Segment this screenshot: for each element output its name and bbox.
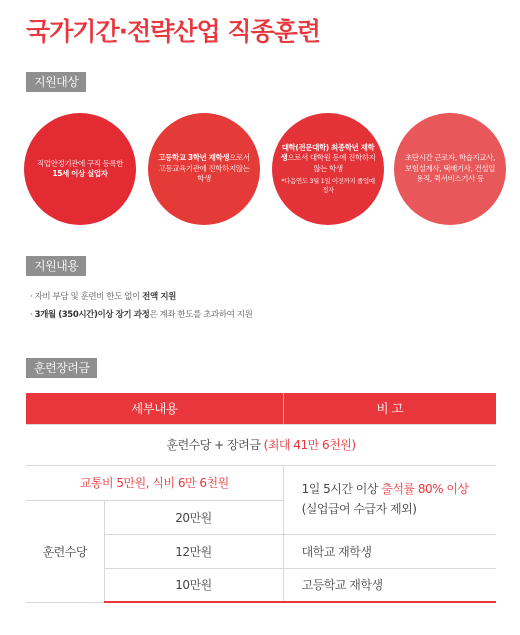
allowance-table (26, 393, 496, 603)
eligibility-circle-university (272, 113, 384, 225)
table-cell-amount: 10만원 (104, 568, 283, 602)
note-red-text: 출석률 80% 이상 (381, 482, 469, 497)
note-sub-text: (실업급여 수급자 제외) (301, 501, 417, 516)
section-label-allowance: 훈련장려금 (26, 358, 97, 378)
page-title: 국가기간·전략산업 직종훈련 (26, 17, 321, 46)
table-cell-attendance-note (283, 465, 496, 534)
eligibility-circles (24, 113, 504, 225)
circle-bold-text: 15세 이상 실업자 (52, 169, 108, 178)
eligibility-circle-highschool (148, 113, 260, 225)
support-bullets (30, 288, 252, 324)
table-cell-amount: 20만원 (104, 500, 283, 534)
table-row (26, 465, 496, 500)
table-cell-transport: 교통비 5만원, 식비 6만 6천원 (26, 465, 283, 500)
circle-text: 으로서 고등교육기관에 진학하지않는 학생 (158, 153, 250, 184)
table-row (26, 424, 496, 465)
eligibility-circle-unemployed (24, 113, 136, 225)
circle-bold-text: 고등학교 3학년 재학생 (158, 153, 230, 163)
table-cell-amount: 12만원 (104, 534, 283, 568)
bullet-item (30, 288, 252, 306)
table-header-remarks: 비 고 (283, 393, 496, 424)
table-header-details: 세부내용 (26, 393, 283, 424)
table-cell-desc: 고등학교 재학생 (283, 568, 496, 602)
total-text: 훈련수당 + 장려금 (166, 438, 264, 452)
table-cell-training-allowance: 훈련수당 (26, 500, 104, 602)
section-label-support: 지원내용 (26, 256, 86, 276)
bullet-bold-text: 전액 지원 (142, 292, 176, 302)
bullet-item (30, 306, 252, 324)
circle-text: 으로서 대학원 등에 진학하지 않는 학생 (287, 153, 376, 173)
circle-text: 직업안정기관에 구직 등록한 (36, 158, 124, 168)
bullet-text: · (30, 310, 35, 320)
table-cell-total (26, 424, 496, 465)
eligibility-circle-workers (394, 113, 506, 225)
circle-bold-text: 대학(전문대학) 최종학년 재학생 (280, 142, 375, 163)
circle-footnote: *다음연도 3월 1일 이전까지 졸업예정자 (281, 177, 375, 195)
total-max-text: (최대 41만 6천원) (263, 438, 356, 452)
bullet-bold-text: 3개월 (350시간)이상 장기 과정 (34, 310, 150, 320)
table-cell-desc: 대학교 재학생 (283, 534, 496, 568)
table-header-row (26, 393, 496, 424)
bullet-text: 은 계좌 한도를 초과하여 지원 (149, 310, 253, 320)
circle-text: 초단시간 근로자, 학습지교사, 보험설계사, 택배기사, 건설일용직, 퀵서비스기사 등 (404, 153, 496, 184)
note-text: 1일 5시간 이상 (301, 482, 382, 497)
section-label-eligibility: 지원대상 (26, 72, 86, 92)
bullet-text: · 자비 부담 및 훈련비 한도 없이 (30, 292, 143, 302)
